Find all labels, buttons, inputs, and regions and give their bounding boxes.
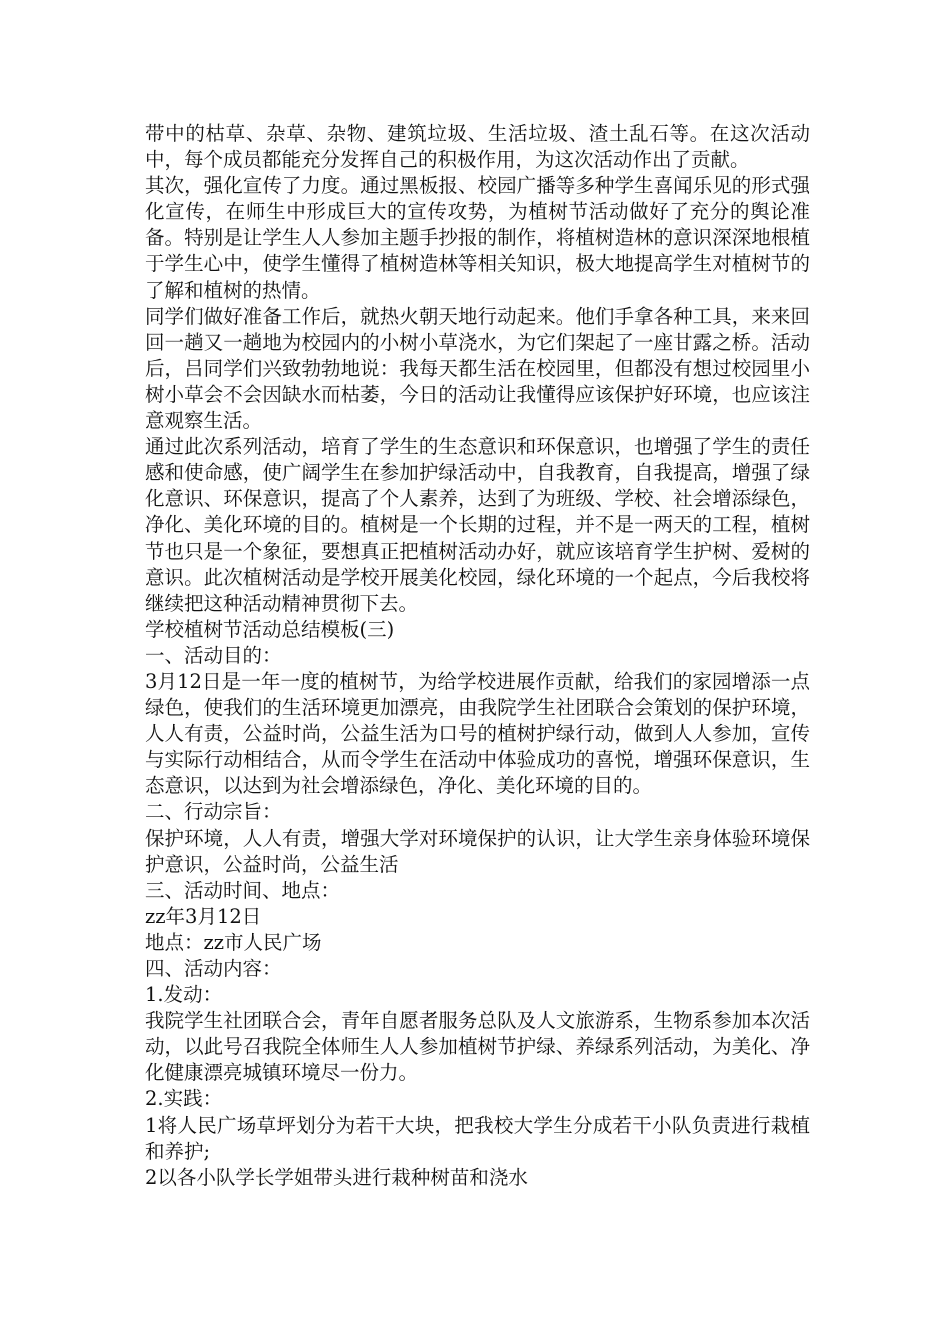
activity-date: zz年3月12日 xyxy=(145,904,262,928)
section-title-template-three: 学校植树节活动总结模板(三) xyxy=(145,617,395,641)
practice-item-1: 1将人民广场草坪划分为若干大块，把我校大学生分成若干小队负责进行栽植和养护; xyxy=(145,1113,810,1163)
paragraph-cleanup-contribution: 带中的枯草、杂草、杂物、建筑垃圾、生活垃圾、渣土乱石等。在这次活动中，每个成员都能充分发挥自己的积极作用，为这次活动作出了贡献。 xyxy=(145,122,810,172)
practice-item-2: 2以各小队学长学姐带头进行栽种树苗和浇水 xyxy=(145,1165,528,1189)
subheading-practice: 2.实践： xyxy=(145,1087,223,1111)
paragraph-activity-purpose: 3月12日是一年一度的植树节，为给学校进展作贡献，给我们的家园增添一点绿色，使我们的生活环境更加漂亮，由我院学生社团联合会策划的保护环境，人人有责，公益时尚，公益生活为口号的植树护绿行动，做到人人参加，宣传与实际行动相结合，从而令学生在活动中体验成功的喜悦，增强环保意识，生态意识，以达到为社会增添绿色，净化、美化环境的目的。 xyxy=(145,669,810,798)
activity-location: 地点：zz市人民广场 xyxy=(145,930,322,954)
document-body xyxy=(145,121,810,1191)
paragraph-watering-action: 同学们做好准备工作后，就热火朝天地行动起来。他们手拿各种工具，来来回回一趟又一趟地为校园内的小树小草浇水，为它们架起了一座甘露之桥。活动后，吕同学们兴致勃勃地说：我每天都生活在校园里，但都没有想过校园里小树小草会不会因缺水而枯萎，今日的活动让我懂得应该保护好环境，也应该注意观察生活。 xyxy=(145,304,810,433)
paragraph-mobilization: 我院学生社团联合会，青年自愿者服务总队及人文旅游系，生物系参加本次活动，以此号召我院全体师生人人参加植树节护绿、养绿系列活动，为美化、净化健康漂亮城镇环境尽一份力。 xyxy=(145,1009,810,1085)
heading-time-place: 三、活动时间、地点： xyxy=(145,878,341,902)
heading-action-purpose: 二、行动宗旨： xyxy=(145,800,282,824)
heading-activity-purpose: 一、活动目的： xyxy=(145,643,282,667)
subheading-mobilization: 1.发动： xyxy=(145,983,223,1007)
paragraph-action-purpose: 保护环境，人人有责，增强大学对环境保护的认识，让大学生亲身体验环境保护意识，公益时尚，公益生活 xyxy=(145,826,810,876)
heading-activity-content: 四、活动内容： xyxy=(145,957,282,980)
paragraph-publicity: 其次，强化宣传了力度。通过黑板报、校园广播等多种学生喜闻乐见的形式强化宣传，在师生中形成巨大的宣传攻势，为植树节活动做好了充分的舆论准备。特别是让学生人人参加主题手抄报的制作，将植树造林的意识深深地根植于学生心中，使学生懂得了植树造林等相关知识，极大地提高学生对植树节的了解和植树的热情。 xyxy=(145,174,810,302)
paragraph-summary: 通过此次系列活动，培育了学生的生态意识和环保意识，也增强了学生的责任感和使命感，使广阔学生在参加护绿活动中，自我教育，自我提高，增强了绿化意识、环保意识，提高了个人素养，达到了为班级、学校、社会增添绿色，净化、美化环境的目的。植树是一个长期的过程，并不是一两天的工程，植树节也只是一个象征，要想真正把植树活动办好，就应该培育学生护树、爱树的意识。此次植树活动是学校开展美化校园，绿化环境的一个起点，今后我校将继续把这种活动精神贯彻下去。 xyxy=(145,435,810,615)
